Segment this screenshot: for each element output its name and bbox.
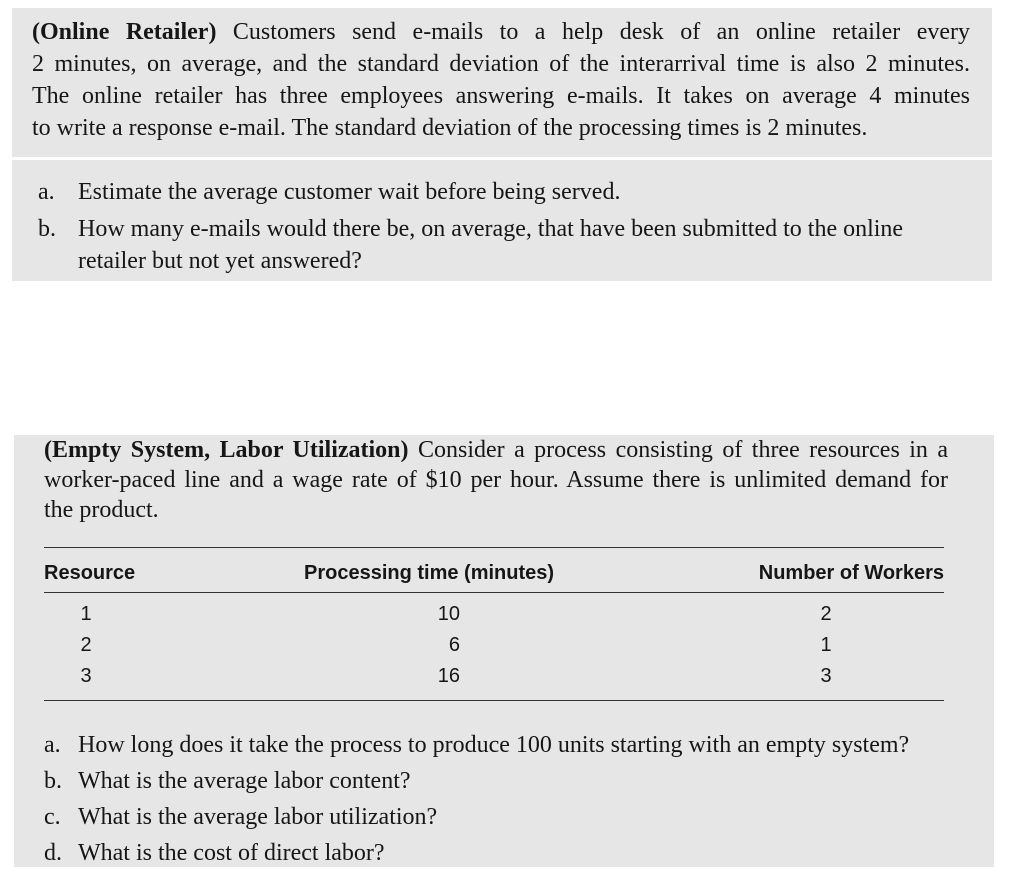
problem-2-statement <box>44 435 948 525</box>
question-text: How many e-mails would there be, on average, that have been submitted to the online retailer but not yet answered? <box>78 216 904 274</box>
cell-workers: 2 <box>820 603 832 625</box>
question-letter: b. <box>38 216 56 242</box>
problem-2-line-3: the product. <box>44 497 159 523</box>
table-header-row <box>44 562 944 588</box>
problem-1-statement-panel <box>12 8 992 157</box>
question-text: What is the average labor utilization? <box>78 804 438 830</box>
problem-2-question-list <box>44 731 964 875</box>
problem-1-line-4: to write a response e-mail. The standard deviation of the processing times is 2 minutes. <box>32 115 868 141</box>
problem-2-question-b <box>44 767 964 795</box>
question-letter: a. <box>44 732 61 758</box>
header-number-of-workers: Number of Workers <box>758 562 944 584</box>
table-bottom-rule <box>44 700 944 701</box>
problem-2-question-a <box>44 731 964 759</box>
cell-processing-time: 6 <box>448 634 460 656</box>
problem-1-line-2: 2 minutes, on average, and the standard deviation of the interarrival time is also 2 minutes. <box>32 51 970 77</box>
cell-workers: 3 <box>820 665 832 687</box>
problem-1-statement <box>32 16 970 144</box>
problem-1-questions-panel <box>12 160 992 281</box>
cell-resource: 2 <box>80 634 92 656</box>
problem-2-panel <box>14 435 994 867</box>
cell-workers: 1 <box>820 634 832 656</box>
cell-resource: 1 <box>80 603 92 625</box>
table-row <box>44 634 944 664</box>
table-header-rule <box>44 592 944 593</box>
table-top-rule <box>44 547 944 548</box>
table-row <box>44 665 944 695</box>
problem-2-question-c <box>44 803 964 831</box>
problem-1-question-b <box>38 213 968 277</box>
question-letter: a. <box>38 179 55 205</box>
problem-1-title: (Online Retailer) <box>32 19 217 45</box>
question-letter: d. <box>44 840 62 866</box>
cell-processing-time: 10 <box>437 603 460 625</box>
cell-resource: 3 <box>80 665 92 687</box>
problem-1-line-1-text: Customers send e-mails to a help desk of an online retailer every <box>232 19 971 45</box>
table-body <box>44 603 944 698</box>
question-text: How long does it take the process to produce 100 units starting with an empty system? <box>78 732 910 758</box>
question-letter: b. <box>44 768 62 794</box>
problem-2-line-1 <box>44 435 948 465</box>
problem-2-line-2: worker-paced line and a wage rate of $10 per hour. Assume there is unlimited demand for <box>44 467 948 493</box>
cell-processing-time: 16 <box>437 665 460 687</box>
problem-1-line-3: The online retailer has three employees answering e-mails. It takes on average 4 minutes <box>32 83 970 109</box>
header-processing-time: Processing time (minutes) <box>304 562 555 584</box>
question-text: What is the cost of direct labor? <box>78 840 385 866</box>
table-row <box>44 603 944 633</box>
question-text: Estimate the average customer wait before being served. <box>78 179 621 205</box>
problem-1-question-a <box>38 176 968 208</box>
problem-1-question-list <box>38 176 968 282</box>
problem-1-line-1 <box>32 16 970 48</box>
problem-2-title: (Empty System, Labor Utilization) <box>44 437 409 463</box>
question-text: What is the average labor content? <box>78 768 411 794</box>
problem-2-question-d <box>44 839 964 867</box>
header-resource: Resource <box>44 562 136 584</box>
question-letter: c. <box>44 804 61 830</box>
problem-2-line-1-text: Consider a process consisting of three resources in a <box>417 437 948 463</box>
